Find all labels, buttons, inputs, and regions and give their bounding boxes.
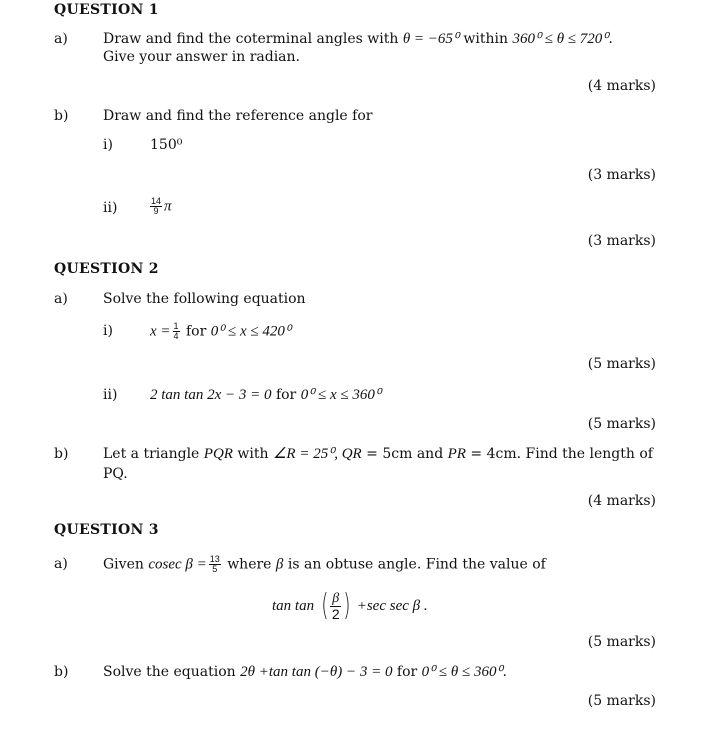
q1bii-expr: $\frac{14}{9}$ π — [151, 196, 172, 216]
question-2-heading: QUESTION 2 — [54, 261, 159, 277]
marks: (5 marks) — [587, 356, 656, 372]
marks: (3 marks) — [587, 233, 656, 249]
question-3-heading: QUESTION 3 — [54, 522, 159, 538]
q1b-text: Draw and find the reference angle for — [103, 108, 373, 124]
q2aii-expr: 2 tan tan 2x − 3 = 0 for 0⁰ ≤ x ≤ 360⁰ — [150, 387, 381, 403]
part-label: a) — [54, 291, 68, 307]
part-label: b) — [54, 108, 69, 124]
sub-label: ii) — [103, 200, 118, 216]
q2b-text-line2: PQ. — [103, 466, 128, 482]
sub-label: i) — [103, 323, 113, 339]
q1a-text: Draw and find the coterminal angles with θ = −65⁰ within 360⁰ ≤ θ ≤ 720⁰. — [103, 31, 613, 47]
sub-label: i) — [103, 137, 113, 153]
part-label: a) — [54, 556, 68, 572]
q3a-text: Given cosec β = $\frac{13}{5}$ where β is an obtuse angle. Find the value of — [103, 554, 546, 574]
marks: (4 marks) — [587, 78, 656, 94]
sub-label: ii) — [103, 387, 118, 403]
marks: (5 marks) — [587, 634, 656, 650]
marks: (5 marks) — [587, 693, 656, 709]
question-1-heading: QUESTION 1 — [54, 2, 159, 18]
part-label: a) — [54, 31, 68, 47]
part-label: b) — [54, 446, 69, 462]
q2b-text: Let a triangle PQR with ∠R = 25⁰, QR = 5cm and PR = 4cm. Find the length of — [103, 446, 653, 462]
part-label: b) — [54, 664, 69, 680]
q3a-expression: tan tan ( $\frac{\beta}{2}$ ) +sec sec β . — [272, 588, 428, 623]
q1bi-expr: 150⁰ — [150, 137, 183, 153]
marks: (5 marks) — [587, 416, 656, 432]
q1a-text-line2: Give your answer in radian. — [103, 49, 300, 65]
marks: (3 marks) — [587, 167, 656, 183]
q3b-text: Solve the equation 2θ +tan tan (−θ) − 3 = 0 for 0⁰ ≤ θ ≤ 360⁰. — [103, 664, 507, 680]
q2a-text: Solve the following equation — [103, 291, 306, 307]
marks: (4 marks) — [587, 493, 656, 509]
q2ai-expr: x = $\frac{1}{4}$ for 0⁰ ≤ x ≤ 420⁰ — [150, 321, 291, 341]
